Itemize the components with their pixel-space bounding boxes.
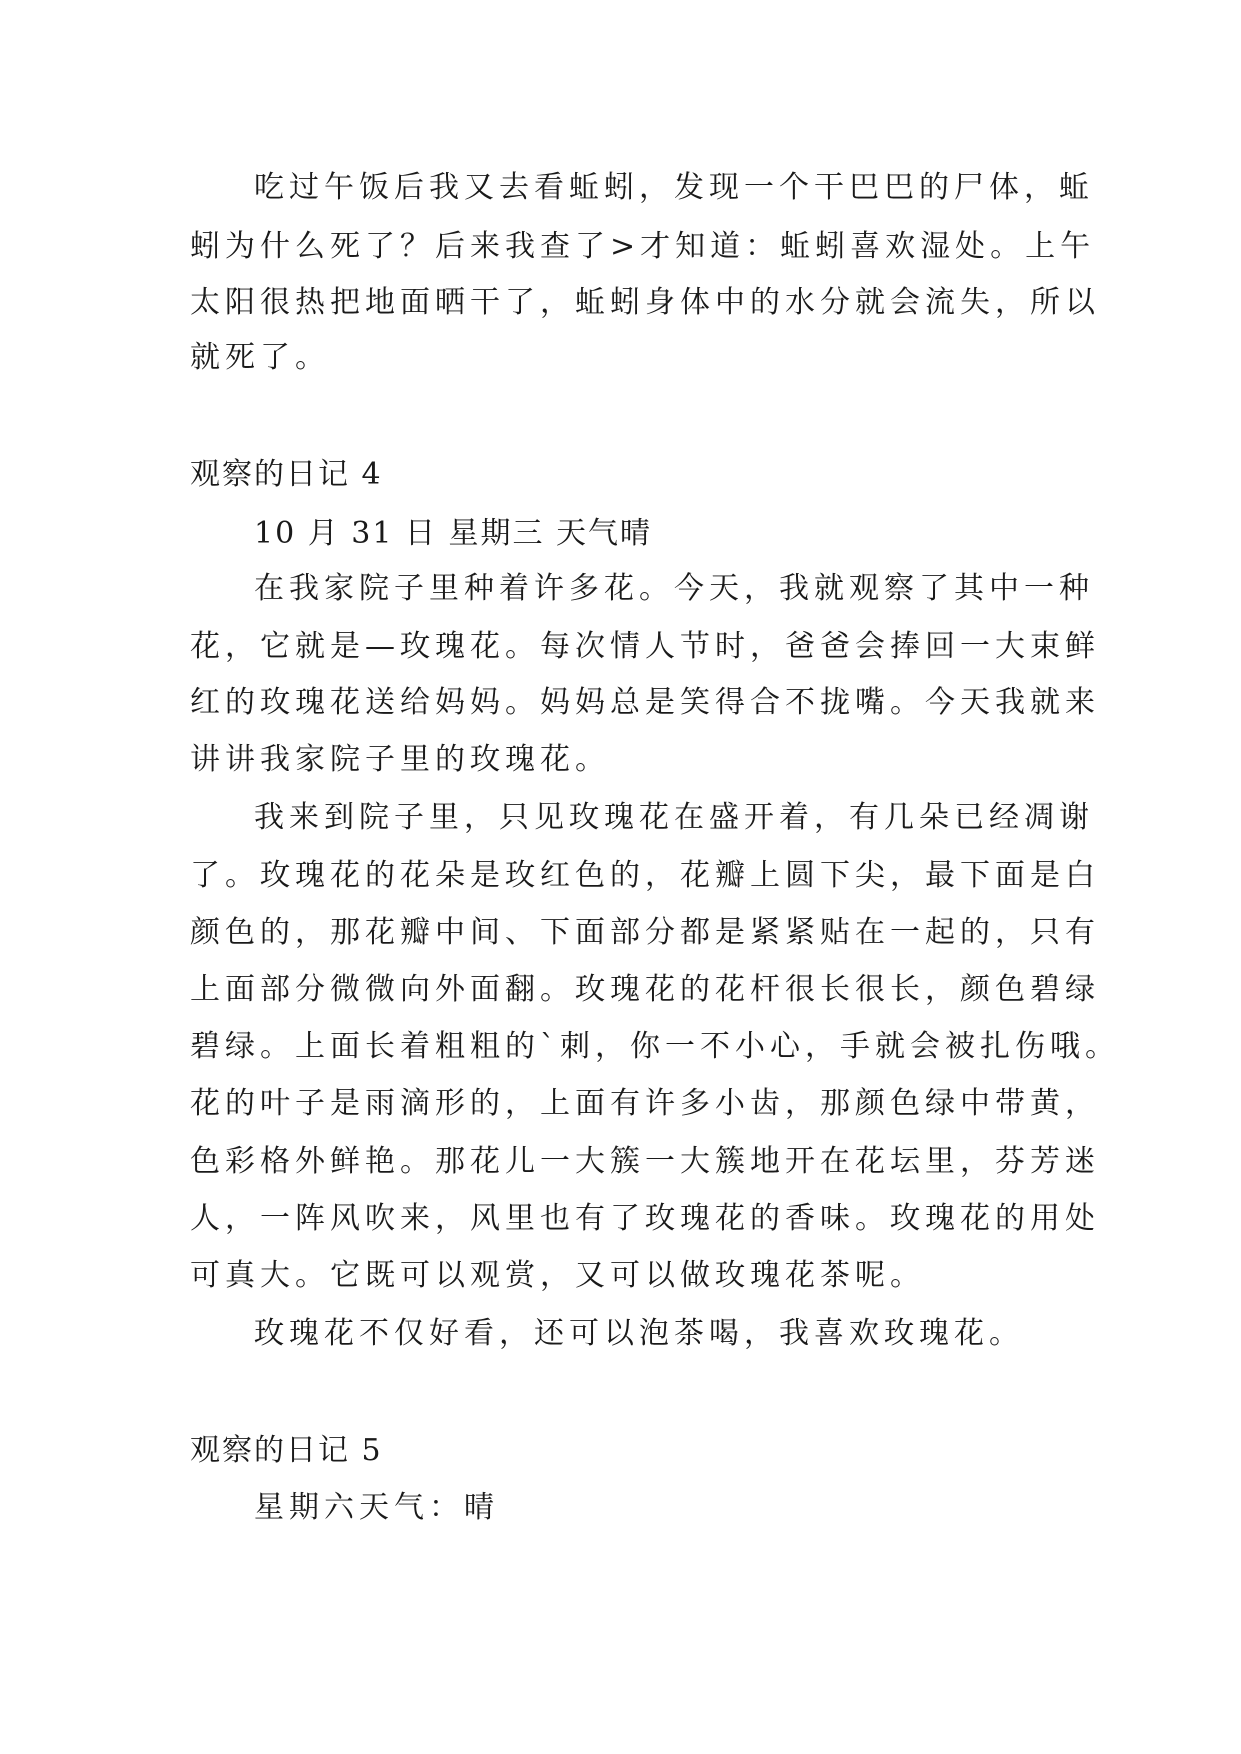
section-heading: 观察的日记 5	[190, 1433, 383, 1468]
paragraph-line: 我来到院子里，只见玫瑰花在盛开着，有几朵已经凋谢	[254, 800, 1094, 835]
paragraph-line: 颜色的，那花瓣中间、下面部分都是紧紧贴在一起的，只有	[190, 915, 1100, 950]
paragraph-line: 花的叶子是雨滴形的，上面有许多小齿，那颜色绿中带黄，	[190, 1086, 1100, 1121]
paragraph-line: 蚓为什么死了？后来我查了>才知道：蚯蚓喜欢湿处。上午	[190, 229, 1096, 264]
paragraph-line: 花，它就是—玫瑰花。每次情人节时，爸爸会捧回一大束鲜	[190, 629, 1100, 664]
paragraph-line: 吃过午饭后我又去看蚯蚓，发现一个干巴巴的尸体，蚯	[254, 170, 1094, 205]
paragraph-line: 上面部分微微向外面翻。玫瑰花的花杆很长很长，颜色碧绿	[190, 972, 1100, 1007]
paragraph-line: 碧绿。上面长着粗粗的`刺，你一不小心，手就会被扎伤哦。	[190, 1029, 1120, 1064]
paragraph-line: 太阳很热把地面晒干了，蚯蚓身体中的水分就会流失，所以	[190, 285, 1100, 320]
paragraph-line: 色彩格外鲜艳。那花儿一大簇一大簇地开在花坛里，芬芳迷	[190, 1144, 1100, 1179]
paragraph-line: 可真大。它既可以观赏，又可以做玫瑰花茶呢。	[190, 1258, 925, 1293]
paragraph-line: 了。玫瑰花的花朵是玫红色的，花瓣上圆下尖，最下面是白	[190, 858, 1100, 893]
paragraph-line: 红的玫瑰花送给妈妈。妈妈总是笑得合不拢嘴。今天我就来	[190, 685, 1100, 720]
date-line: 星期六天气：晴	[254, 1490, 499, 1525]
section-heading: 观察的日记 4	[190, 457, 383, 492]
date-line: 10 月 31 日 星期三 天气晴	[254, 516, 653, 551]
paragraph-line: 讲讲我家院子里的玫瑰花。	[190, 742, 610, 777]
paragraph-line: 在我家院子里种着许多花。今天，我就观察了其中一种	[254, 571, 1094, 606]
paragraph-line: 玫瑰花不仅好看，还可以泡茶喝，我喜欢玫瑰花。	[254, 1316, 1024, 1351]
paragraph-line: 就死了。	[190, 340, 330, 375]
paragraph-line: 人，一阵风吹来，风里也有了玫瑰花的香味。玫瑰花的用处	[190, 1201, 1100, 1236]
